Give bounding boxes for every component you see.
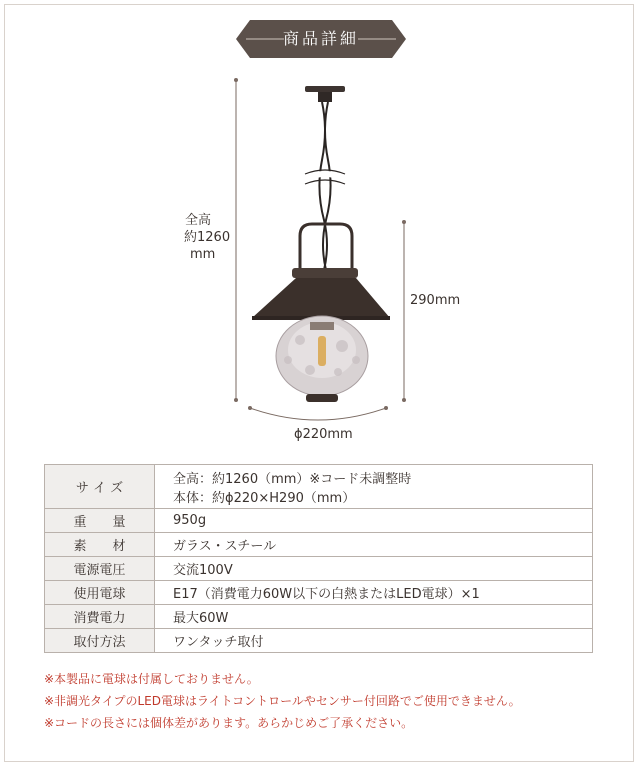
spec-value-line: 全高：約1260（mm）※コード未調整時 xyxy=(173,471,412,487)
table-row xyxy=(45,465,593,509)
table-row xyxy=(45,581,593,605)
lamp-illustration xyxy=(0,60,640,460)
spec-table xyxy=(44,464,593,653)
total-height-label xyxy=(184,212,240,263)
spec-value: 最大60W xyxy=(155,605,593,629)
table-row xyxy=(45,557,593,581)
notes xyxy=(44,668,521,734)
spec-key: 電源電圧 xyxy=(45,557,155,581)
spec-key: サ イ ズ xyxy=(45,465,155,509)
spec-key: 消費電力 xyxy=(45,605,155,629)
note-line: ※非調光タイプのLED電球はライトコントロールやセンサー付回路でご使用できません。 xyxy=(44,694,521,708)
spec-key: 素 材 xyxy=(45,533,155,557)
total-height-line-2: 約1260 xyxy=(184,230,231,245)
body-height-label: 290mm xyxy=(410,293,461,308)
table-row xyxy=(45,605,593,629)
spec-value: 950g xyxy=(155,509,593,533)
spec-key: 使用電球 xyxy=(45,581,155,605)
spec-value xyxy=(155,465,593,509)
note-line: ※コードの長さには個体差があります。あらかじめご了承ください。 xyxy=(44,716,414,730)
spec-value: E17（消費電力60W以下の白熱またはLED電球）×1 xyxy=(155,581,593,605)
spec-value: 交流100V xyxy=(155,557,593,581)
section-title: 商品詳細 xyxy=(282,29,359,48)
table-row xyxy=(45,629,593,653)
spec-key: 取付方法 xyxy=(45,629,155,653)
note-line: ※本製品に電球は付属しておりません。 xyxy=(44,672,259,686)
section-header xyxy=(236,20,406,58)
diameter-label: ϕ220mm xyxy=(294,427,353,442)
spec-key: 重 量 xyxy=(45,509,155,533)
spec-value: ガラス・スチール xyxy=(155,533,593,557)
total-height-line-3: mm xyxy=(190,247,216,262)
total-height-line-1: 全高 xyxy=(184,213,211,228)
table-row xyxy=(45,533,593,557)
spec-value-line: 本体：約ϕ220×H290（mm） xyxy=(173,490,356,506)
table-row xyxy=(45,509,593,533)
spec-value: ワンタッチ取付 xyxy=(155,629,593,653)
